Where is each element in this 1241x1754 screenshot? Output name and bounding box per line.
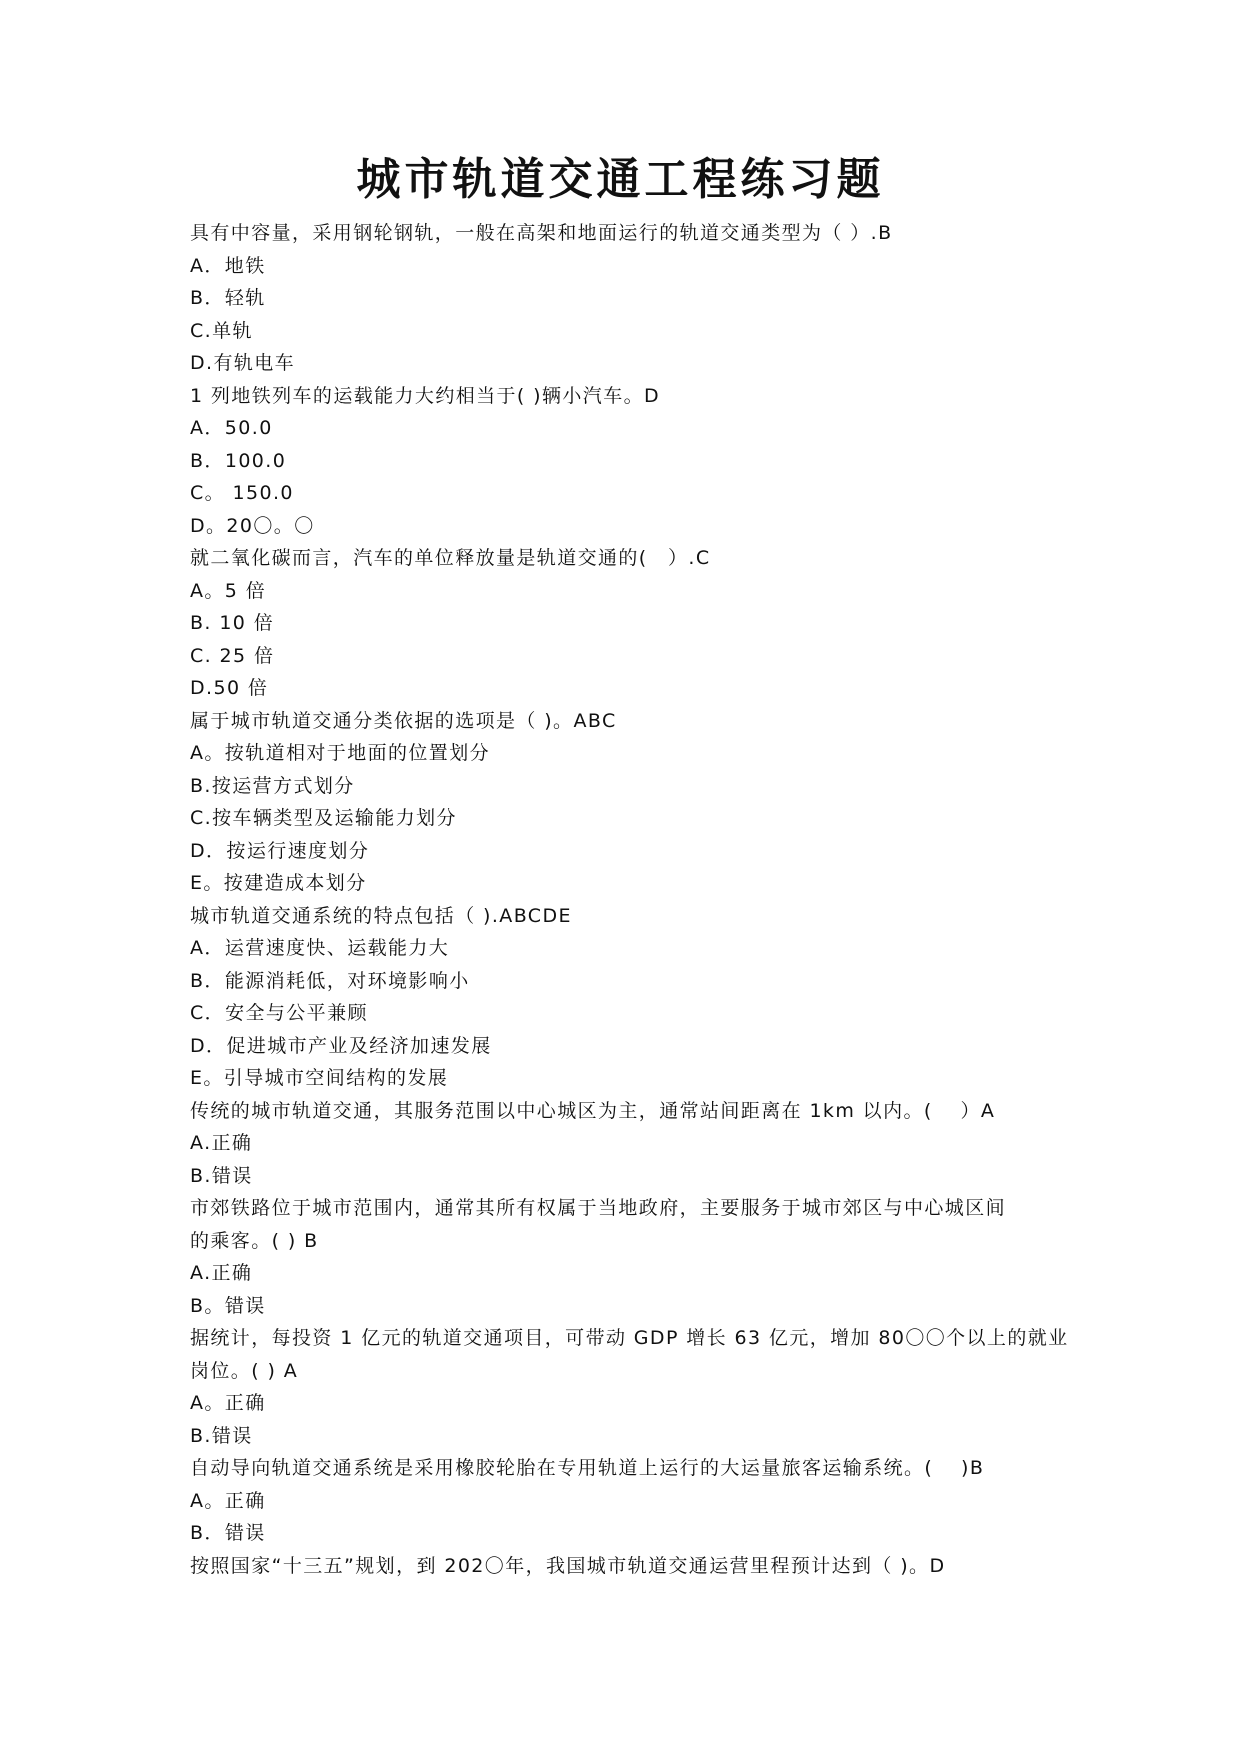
- text-line: B.错误: [190, 1424, 253, 1447]
- text-line: A。按轨道相对于地面的位置划分: [190, 742, 490, 764]
- text-line: 市郊铁路位于城市范围内，通常其所有权属于当地政府，主要服务于城市郊区与中心城区间: [190, 1197, 1007, 1219]
- text-line: B. 10 倍: [190, 612, 275, 634]
- text-line: 传统的城市轨道交通，其服务范围以中心城区为主，通常站间距离在 1km 以内。( ）A: [190, 1099, 996, 1122]
- text-line: C.按车辆类型及运输能力划分: [190, 807, 457, 829]
- text-line: A。5 倍: [190, 579, 267, 602]
- text-line: B．错误: [190, 1522, 266, 1544]
- text-line: 据统计，每投资 1 亿元的轨道交通项目，可带动 GDP 增长 63 亿元，增加 80〇〇个以上的就业: [190, 1327, 1069, 1349]
- text-line: C.单轨: [190, 319, 253, 342]
- text-line: C。 150.0: [190, 482, 294, 504]
- question-list: [190, 217, 1070, 1582]
- text-line: A．50.0: [190, 417, 273, 439]
- text-line: 城市轨道交通系统的特点包括（ ).ABCDE: [190, 904, 572, 927]
- text-line: A.正确: [190, 1132, 253, 1154]
- text-line: E。引导城市空间结构的发展: [190, 1067, 449, 1089]
- text-line: B。错误: [190, 1294, 266, 1317]
- text-line: C．安全与公平兼顾: [190, 1002, 368, 1024]
- text-line: 1 列地铁列车的运载能力大约相当于( )辆小汽车。D: [190, 384, 661, 407]
- text-line: B．能源消耗低，对环境影响小: [190, 969, 470, 992]
- text-line: A．地铁: [190, 254, 266, 277]
- document-title: 城市轨道交通工程练习题: [356, 154, 885, 205]
- text-line: D．促进城市产业及经济加速发展: [190, 1034, 492, 1057]
- text-line: B．轻轨: [190, 287, 266, 309]
- text-line: 岗位。( ) A: [190, 1359, 299, 1382]
- text-line: A。正确: [190, 1489, 266, 1512]
- text-line: 属于城市轨道交通分类依据的选项是（ )。ABC: [190, 709, 617, 732]
- text-line: B.按运营方式划分: [190, 774, 355, 797]
- text-line: B.错误: [190, 1164, 253, 1187]
- text-line: A。正确: [190, 1392, 266, 1414]
- text-line: 按照国家“十三五”规划，到 202〇年，我国城市轨道交通运营里程预计达到（ )。D: [190, 1554, 946, 1577]
- text-line: 的乘客。( ) B: [190, 1229, 319, 1252]
- text-line: E。按建造成本划分: [190, 872, 367, 894]
- text-line: D.有轨电车: [190, 352, 296, 374]
- text-line: 就二氧化碳而言，汽车的单位释放量是轨道交通的( ）.C: [190, 547, 711, 569]
- text-line: 自动导向轨道交通系统是采用橡胶轮胎在专用轨道上运行的大运量旅客运输系统。( )B: [190, 1457, 985, 1479]
- text-line: A．运营速度快、运载能力大: [190, 937, 450, 959]
- text-line: D.50 倍: [190, 677, 269, 699]
- text-line: D．按运行速度划分: [190, 839, 370, 862]
- text-line: A.正确: [190, 1262, 253, 1284]
- text-line: C. 25 倍: [190, 644, 275, 667]
- text-line: D。20〇。〇: [190, 514, 315, 537]
- text-line: B．100.0: [190, 449, 287, 472]
- text-line: 具有中容量，采用钢轮钢轨，一般在高架和地面运行的轨道交通类型为（ ）.B: [190, 222, 893, 244]
